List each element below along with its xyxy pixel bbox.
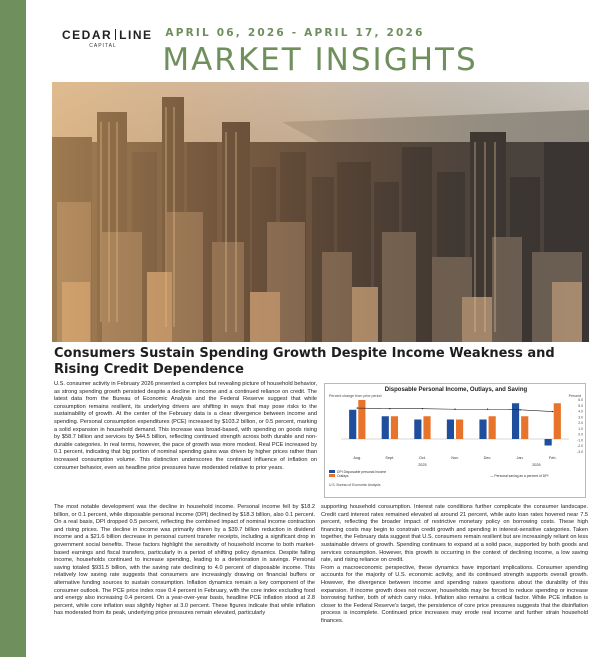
chart-year-label: 2026 [532,463,541,467]
saving-rate-point [422,408,423,409]
chart-source: U.S. Bureau of Economic Analysis [329,483,381,487]
legend-label-dpi: DPI Disposable personal income [337,470,387,474]
article-paragraph-1: U.S. consumer activity in February 2026 presented a complex but revealing picture of household behavior, as strong spending growth persisted despite a decline in income and a continued reliance on credit. The latest data from the Bureau of Economic Analysis and the Federal Reserve suggest that while consumption remains resilient, its underlying drivers are shifting in ways that may pose risks to the sustainability of growth. At the center of the February data is a clear divergence between income and spending. Personal consumption expenditures (PCE) increased by $103.2 billion, or 0.5 percent, marking a solid expansion in household demand. This increase was broad-based, with spending on goods rising by $58.7 billion and services by $44.5 billion, reflecting continued strength across both durable and non-durable categories. In real terms, however, the pace of growth was more modest. Real PCE increased by 0.1 percent, indicating that big portion of nominal spending gains was driven by higher prices rather than increased consumption volume. This distinction underscores the continued influence of inflation on consumer behavior, even as headline price pressures have moderated relative to prior years. [54,381,317,471]
hero-city-photo [52,82,589,342]
chart-x-tick: Oct. [418,456,426,460]
side-accent-band [0,0,26,657]
bar-outlays [521,416,528,439]
bar-outlays [358,400,365,439]
chart-y-tick-right: 4.0 [578,409,583,414]
chart-x-tick: Jan. [516,456,524,460]
brand-logo [62,28,153,49]
bar-dpi [414,420,421,440]
chart-ylabel-right: Percent [568,394,581,398]
chart-plot [325,384,587,499]
chart-legend [329,470,386,479]
article-headline: Consumers Sustain Spending Growth Despite Income Weakness and Rising Credit Dependence [54,346,555,377]
chart-y-tick-right: -1.0 [577,438,583,443]
income-outlays-saving-chart [324,383,586,498]
date-range: APRIL 06, 2026 - APRIL 17, 2026 [165,27,425,39]
saving-rate-point [487,409,488,410]
chart-year-label: 2025 [418,463,427,467]
chart-y-tick-right: 3.0 [578,415,583,420]
chart-y-tick-right: 0.0 [578,432,583,437]
saving-rate-point [454,409,455,410]
saving-rate-point [357,407,358,408]
chart-y-tick-right: -3.0 [577,450,583,454]
chart-x-tick: Nov. [451,456,459,460]
chart-y-tick-right: 5.0 [578,403,583,408]
brand-name-left: CEDAR [62,28,113,42]
article-right-column [321,504,588,626]
bar-dpi [479,420,486,440]
chart-x-tick: Feb. [548,456,557,460]
chart-x-tick: Sept. [385,456,395,460]
bar-dpi [545,439,552,446]
chart-ylabel: Percent change from prior period [329,394,382,398]
bar-outlays [456,420,463,440]
bar-dpi [382,416,389,439]
brand-name-right: LINE [119,28,153,42]
bar-dpi [349,410,356,439]
brand-tagline: CAPITAL [89,43,117,49]
legend-swatch-dpi [329,470,335,473]
bar-outlays [489,416,496,439]
saving-rate-point [389,408,390,409]
saving-rate-point [519,409,520,410]
chart-y-tick-right: 1.0 [578,426,583,431]
bar-dpi [512,403,519,439]
legend-item-saving: — Personal saving as a percent of DPI [490,474,549,478]
chart-y-tick-right: 2.0 [578,421,583,426]
city-skyline-illustration [52,82,589,342]
bar-outlays [423,416,430,439]
chart-y-tick-right: -2.0 [577,444,583,449]
article-paragraph-2: The most notable development was the decline in household income. Personal income fell by $18.2 billion, or 0.1 percent, while disposable personal income (DPI) declined by $18.3 billion, also 0.1 percent. On a real basis, DPI dropped 0.5 percent, reflecting the combined impact of nominal income contraction and rising prices. The decline in income was primarily driven by a $39.7 billion reduction in dividend income and a $21.6 billion decrease in personal current transfer receipts, including a significant drop in government social benefits. These factors highlight the sensitivity of household income to both market-based earnings and fiscal transfers, particularly in a period of shifting policy dynamics. Despite falling income, households continued to increase spending, leading to a deterioration in savings. Personal saving totaled $931.5 billion, with the saving rate declining to 4.0 percent of disposable income. This relatively low saving rate suggests that consumers are increasingly drawing on financial buffers or alternative funding sources to sustain consumption. Inflation dynamics remain a key component of the consumer outlook. The PCE price index rose 0.4 percent in February, with the core index excluding food and energy also increasing 0.4 percent. On a year-over-year basis, headline PCE inflation stood at 2.8 percent, while core inflation was slightly higher at 3.0 percent. These figures indicate that while inflation has moderated from its peak, underlying price pressures remain elevated, particularly [54,504,315,617]
bar-outlays [554,403,561,439]
article-paragraph-3: supporting household consumption. Interest rate conditions further complicate the consumer landscape. Credit card interest rates remained elevated at around 21 percent, while auto loan rates hovered near 7.5 percent, reflecting the broader impact of restrictive monetary policy on borrowing costs. These high financing costs may begin to constrain credit growth and spending in interest-sensitive categories. Taken together, the February data suggest that U.S. consumers remain resilient but are increasingly reliant on less sustainable drivers of growth. Spending continues to expand at a solid pace, supported by both goods and services consumption. However, this growth is occurring in the context of declining income, a low saving rate, and rising reliance on credit. [321,504,588,564]
chart-title: Disposable Personal Income, Outlays, and Saving [384,387,528,393]
legend-label-saving: Personal saving as a percent of DPI [494,474,549,478]
bar-outlays [391,416,398,439]
brand-name [62,28,153,42]
page-title: MARKET INSIGHTS [162,42,478,78]
legend-swatch-outlays [329,474,335,477]
saving-rate-point [552,411,553,412]
legend-item-outlays [329,474,386,478]
brand-divider [115,29,116,40]
chart-y-tick-right: 6.0 [578,398,583,402]
bar-dpi [447,420,454,440]
article-paragraph-4: From a macroeconomic perspective, these dynamics have important implications. Consumer spending accounts for the majority of U.S. economic activity, and its continued strength supports overall growth. However, the divergence between income and spending raises questions about the durability of this expansion. If income growth does not recover, households may be forced to reduce spending or increase borrowing further, both of which carry risks. Inflation also remains a critical factor. While PCE inflation is closer to the Federal Reserve's target, the persistence of core price pressures suggests that the disinflation process is incomplete. Continued price increases may erode real income and further strain household finances. [321,564,588,624]
legend-label-outlays: Outlays [337,474,349,479]
chart-x-tick: Aug. [353,456,362,460]
chart-x-tick: Dec. [483,456,492,460]
